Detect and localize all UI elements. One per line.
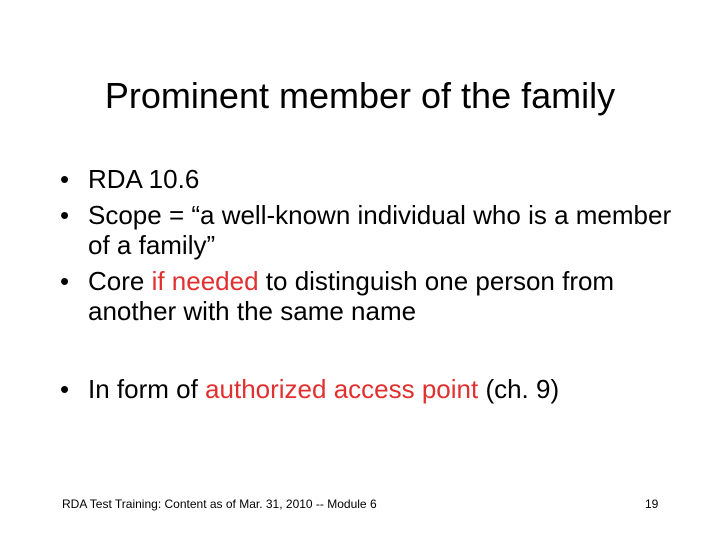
bullet-marker: • (60, 164, 70, 194)
footer-text: RDA Test Training: Content as of Mar. 31, 2010 -- Module 6 (62, 497, 377, 511)
bullet-marker: • (60, 266, 70, 296)
bullet-text-post: to distinguish one person from another with the same name (88, 266, 615, 326)
bullet-item (58, 164, 698, 194)
bullet-item (58, 374, 698, 404)
page-number: 19 (645, 497, 659, 511)
bullet-highlight-text: authorized access point (205, 374, 479, 404)
bullet-text-pre: In form of (88, 374, 206, 404)
slide-title: Prominent member of the family (104, 75, 616, 116)
bullet-text: RDA 10.6 (88, 164, 200, 194)
bullet-list (58, 164, 698, 410)
bullet-highlight-text: if needed (151, 266, 259, 296)
bullet-item (58, 200, 698, 260)
bullet-text: Scope = “a well-known individual who is a member of a family” (88, 200, 672, 260)
bullet-marker: • (60, 200, 70, 230)
bullet-text-post: (ch. 9) (478, 374, 560, 404)
bullet-marker: • (60, 374, 70, 404)
bullet-text-pre: Core (88, 266, 152, 296)
bullet-item (58, 266, 698, 326)
